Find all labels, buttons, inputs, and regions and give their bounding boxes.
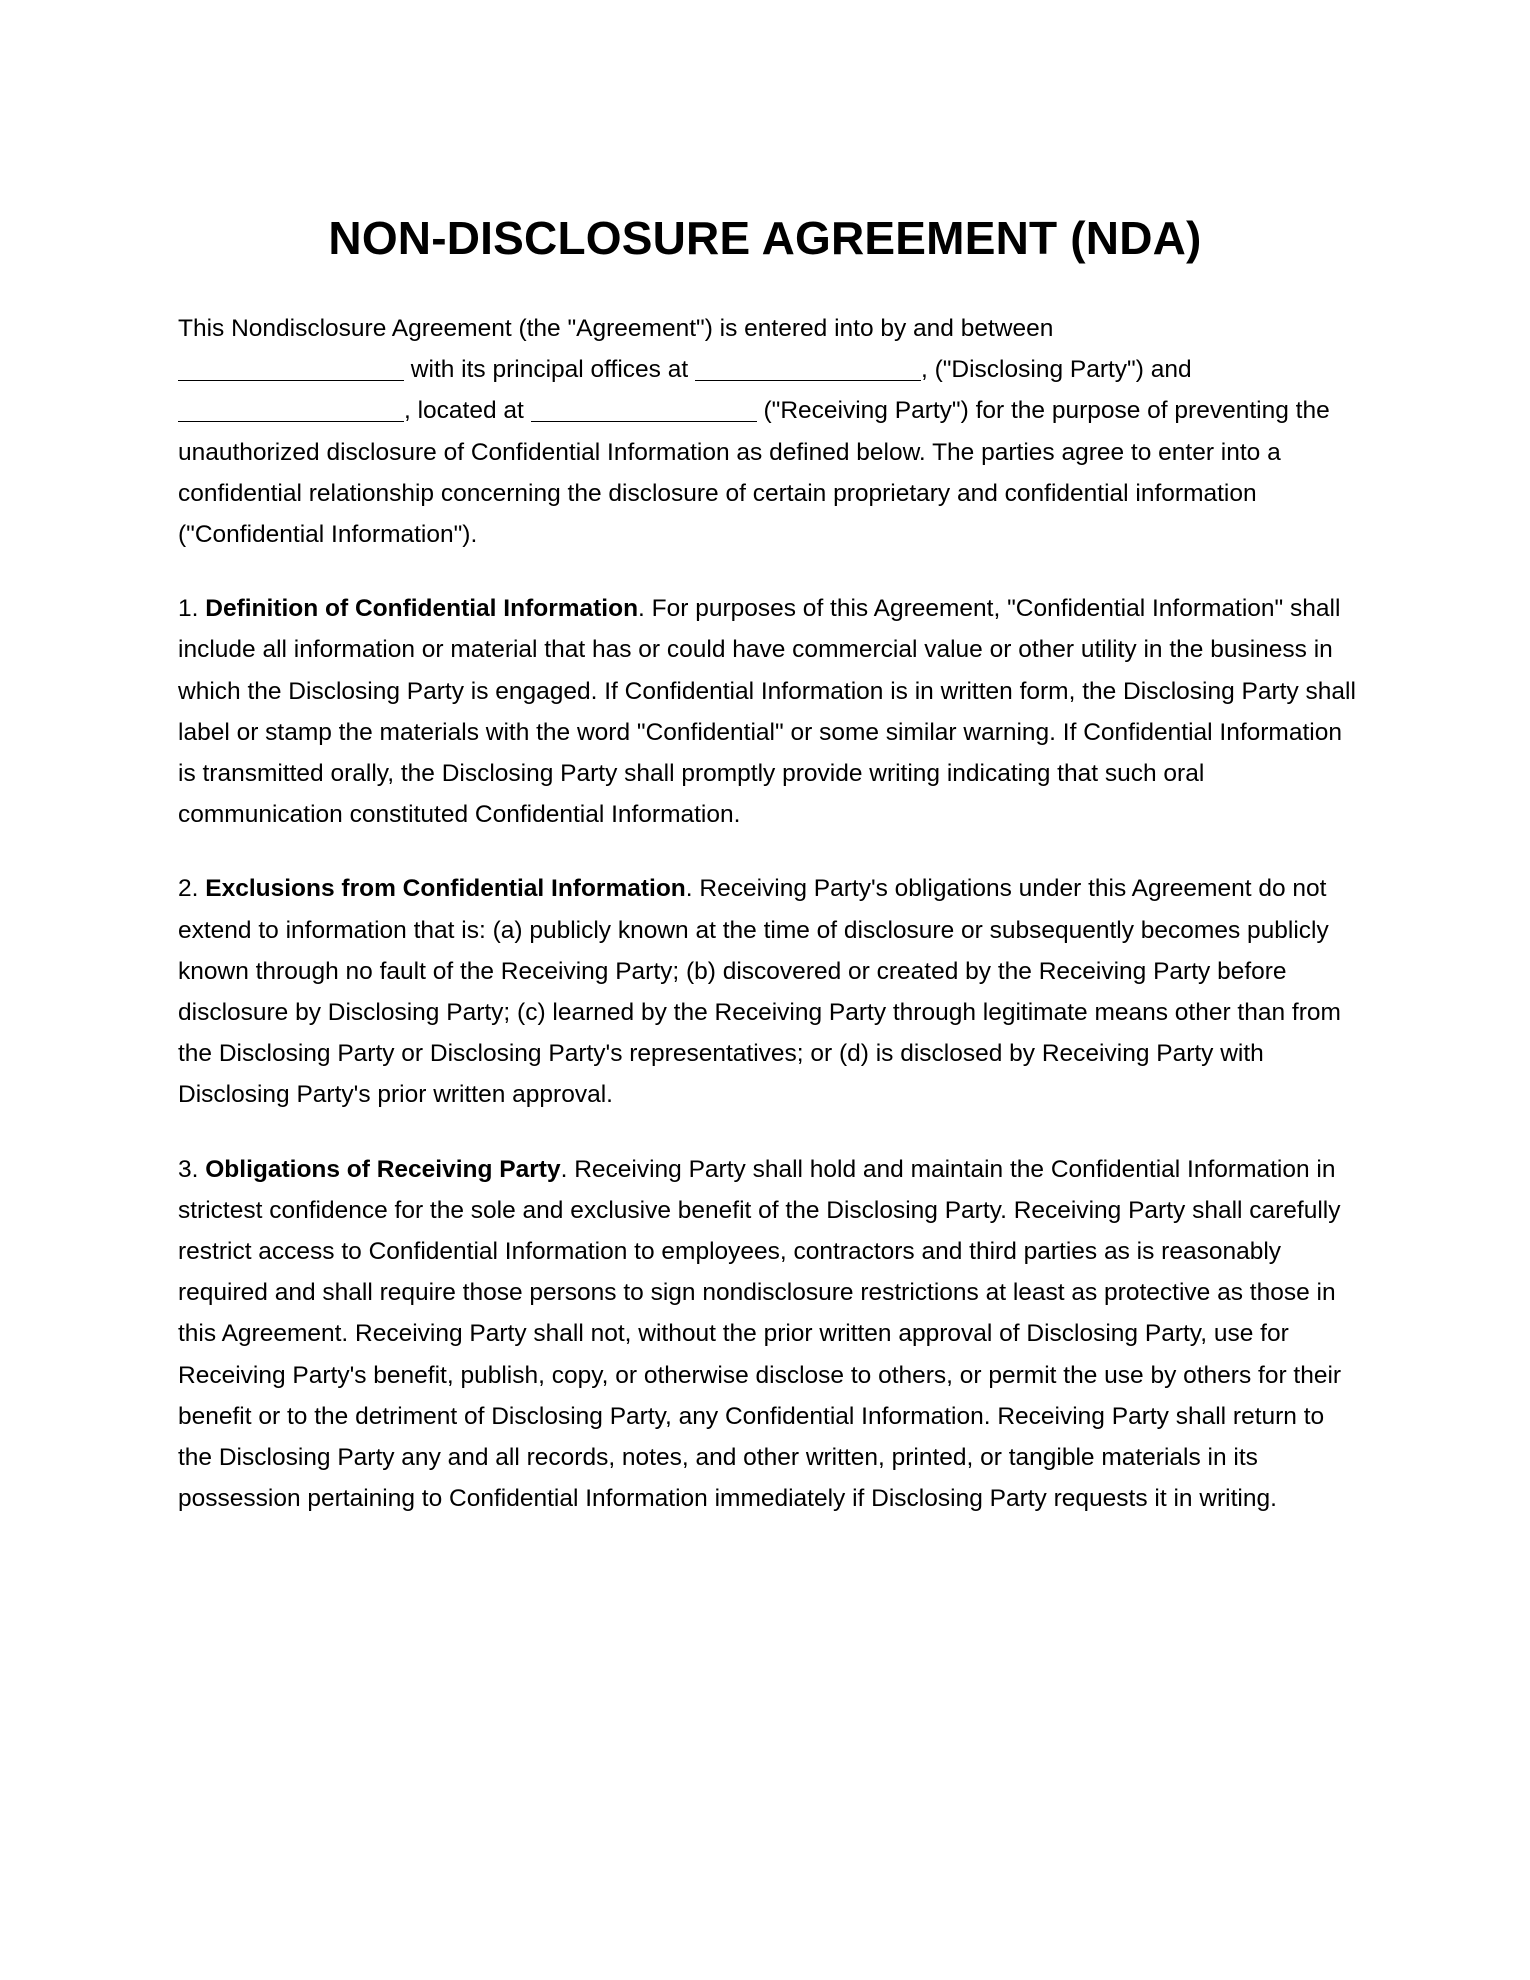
intro-text-4: , located at	[404, 397, 531, 425]
section-2-text: . Receiving Party's obligations under this Agreement do not extend to information that is: (a) publicly known at the time of disclosure or subsequently becomes publicly known through no fault of the Receiving Party; (b) discovered or created by the Receiving Party before disclosure by Disclosing Party; (c) learned by the Receiving Party through legitimate means other than from the Disclosing Party or Disclosing Party's representatives; or (d) is disclosed by Receiving Party with Disclosing Party's prior written approval.	[178, 875, 1341, 1109]
intro-text-1: This Nondisclosure Agreement (the "Agreement") is entered into by and between	[178, 315, 1054, 342]
receiving-party-address-blank[interactable]	[531, 395, 757, 422]
section-2-paragraph	[178, 868, 1358, 1115]
intro-paragraph	[178, 308, 1358, 555]
intro-text-3: , ("Disclosing Party") and	[920, 356, 1192, 384]
document-body	[178, 308, 1358, 1552]
section-3-number: 3.	[178, 1155, 206, 1183]
page-title: NON-DISCLOSURE AGREEMENT (NDA)	[328, 212, 1202, 264]
disclosing-party-name-blank[interactable]	[178, 354, 404, 381]
section-2-heading: Exclusions from Confidential Information	[205, 875, 686, 903]
disclosing-party-address-blank[interactable]	[695, 354, 921, 381]
intro-text-5: ("Receiving Party") for the purpose of preventing the unauthorized disclosure of Confidential Information as defined below. The parties agree to enter into a confidential relationship concerning the disclosure of certain proprietary and confidential information ("Confidential Information").	[178, 397, 1330, 549]
section-2-number: 2.	[178, 875, 206, 903]
receiving-party-name-blank[interactable]	[178, 395, 404, 422]
section-3-paragraph	[178, 1149, 1358, 1520]
section-3-heading: Obligations of Receiving Party	[205, 1155, 561, 1183]
section-1-paragraph	[178, 588, 1358, 835]
section-1-text: . For purposes of this Agreement, "Confidential Information" shall include all information or material that has or could have commercial value or other utility in the business in which the Disclosing Party is engaged. If Confidential Information is in written form, the Disclosing Party shall label or stamp the materials with the word "Confidential" or some similar warning. If Confidential Information is transmitted orally, the Disclosing Party shall promptly provide writing indicating that such oral communication constituted Confidential Information.	[178, 595, 1356, 829]
section-1-heading: Definition of Confidential Information	[205, 595, 639, 623]
section-1-number: 1.	[178, 595, 206, 623]
intro-text-2: with its principal offices at	[404, 356, 695, 384]
section-3-text: . Receiving Party shall hold and maintain the Confidential Information in strictest confidence for the sole and exclusive benefit of the Disclosing Party. Receiving Party shall carefully restrict access to Confidential Information to employees, contractors and third parties as is reasonably required and shall require those persons to sign nondisclosure restrictions at least as protective as those in this Agreement. Receiving Party shall not, without the prior written approval of Disclosing Party, use for Receiving Party's benefit, publish, copy, or otherwise disclose to others, or permit the use by others for their benefit or to the detriment of Disclosing Party, any Confidential Information. Receiving Party shall return to the Disclosing Party any and all records, notes, and other written, printed, or tangible materials in its possession pertaining to Confidential Information immediately if Disclosing Party requests it in writing.	[178, 1155, 1342, 1513]
